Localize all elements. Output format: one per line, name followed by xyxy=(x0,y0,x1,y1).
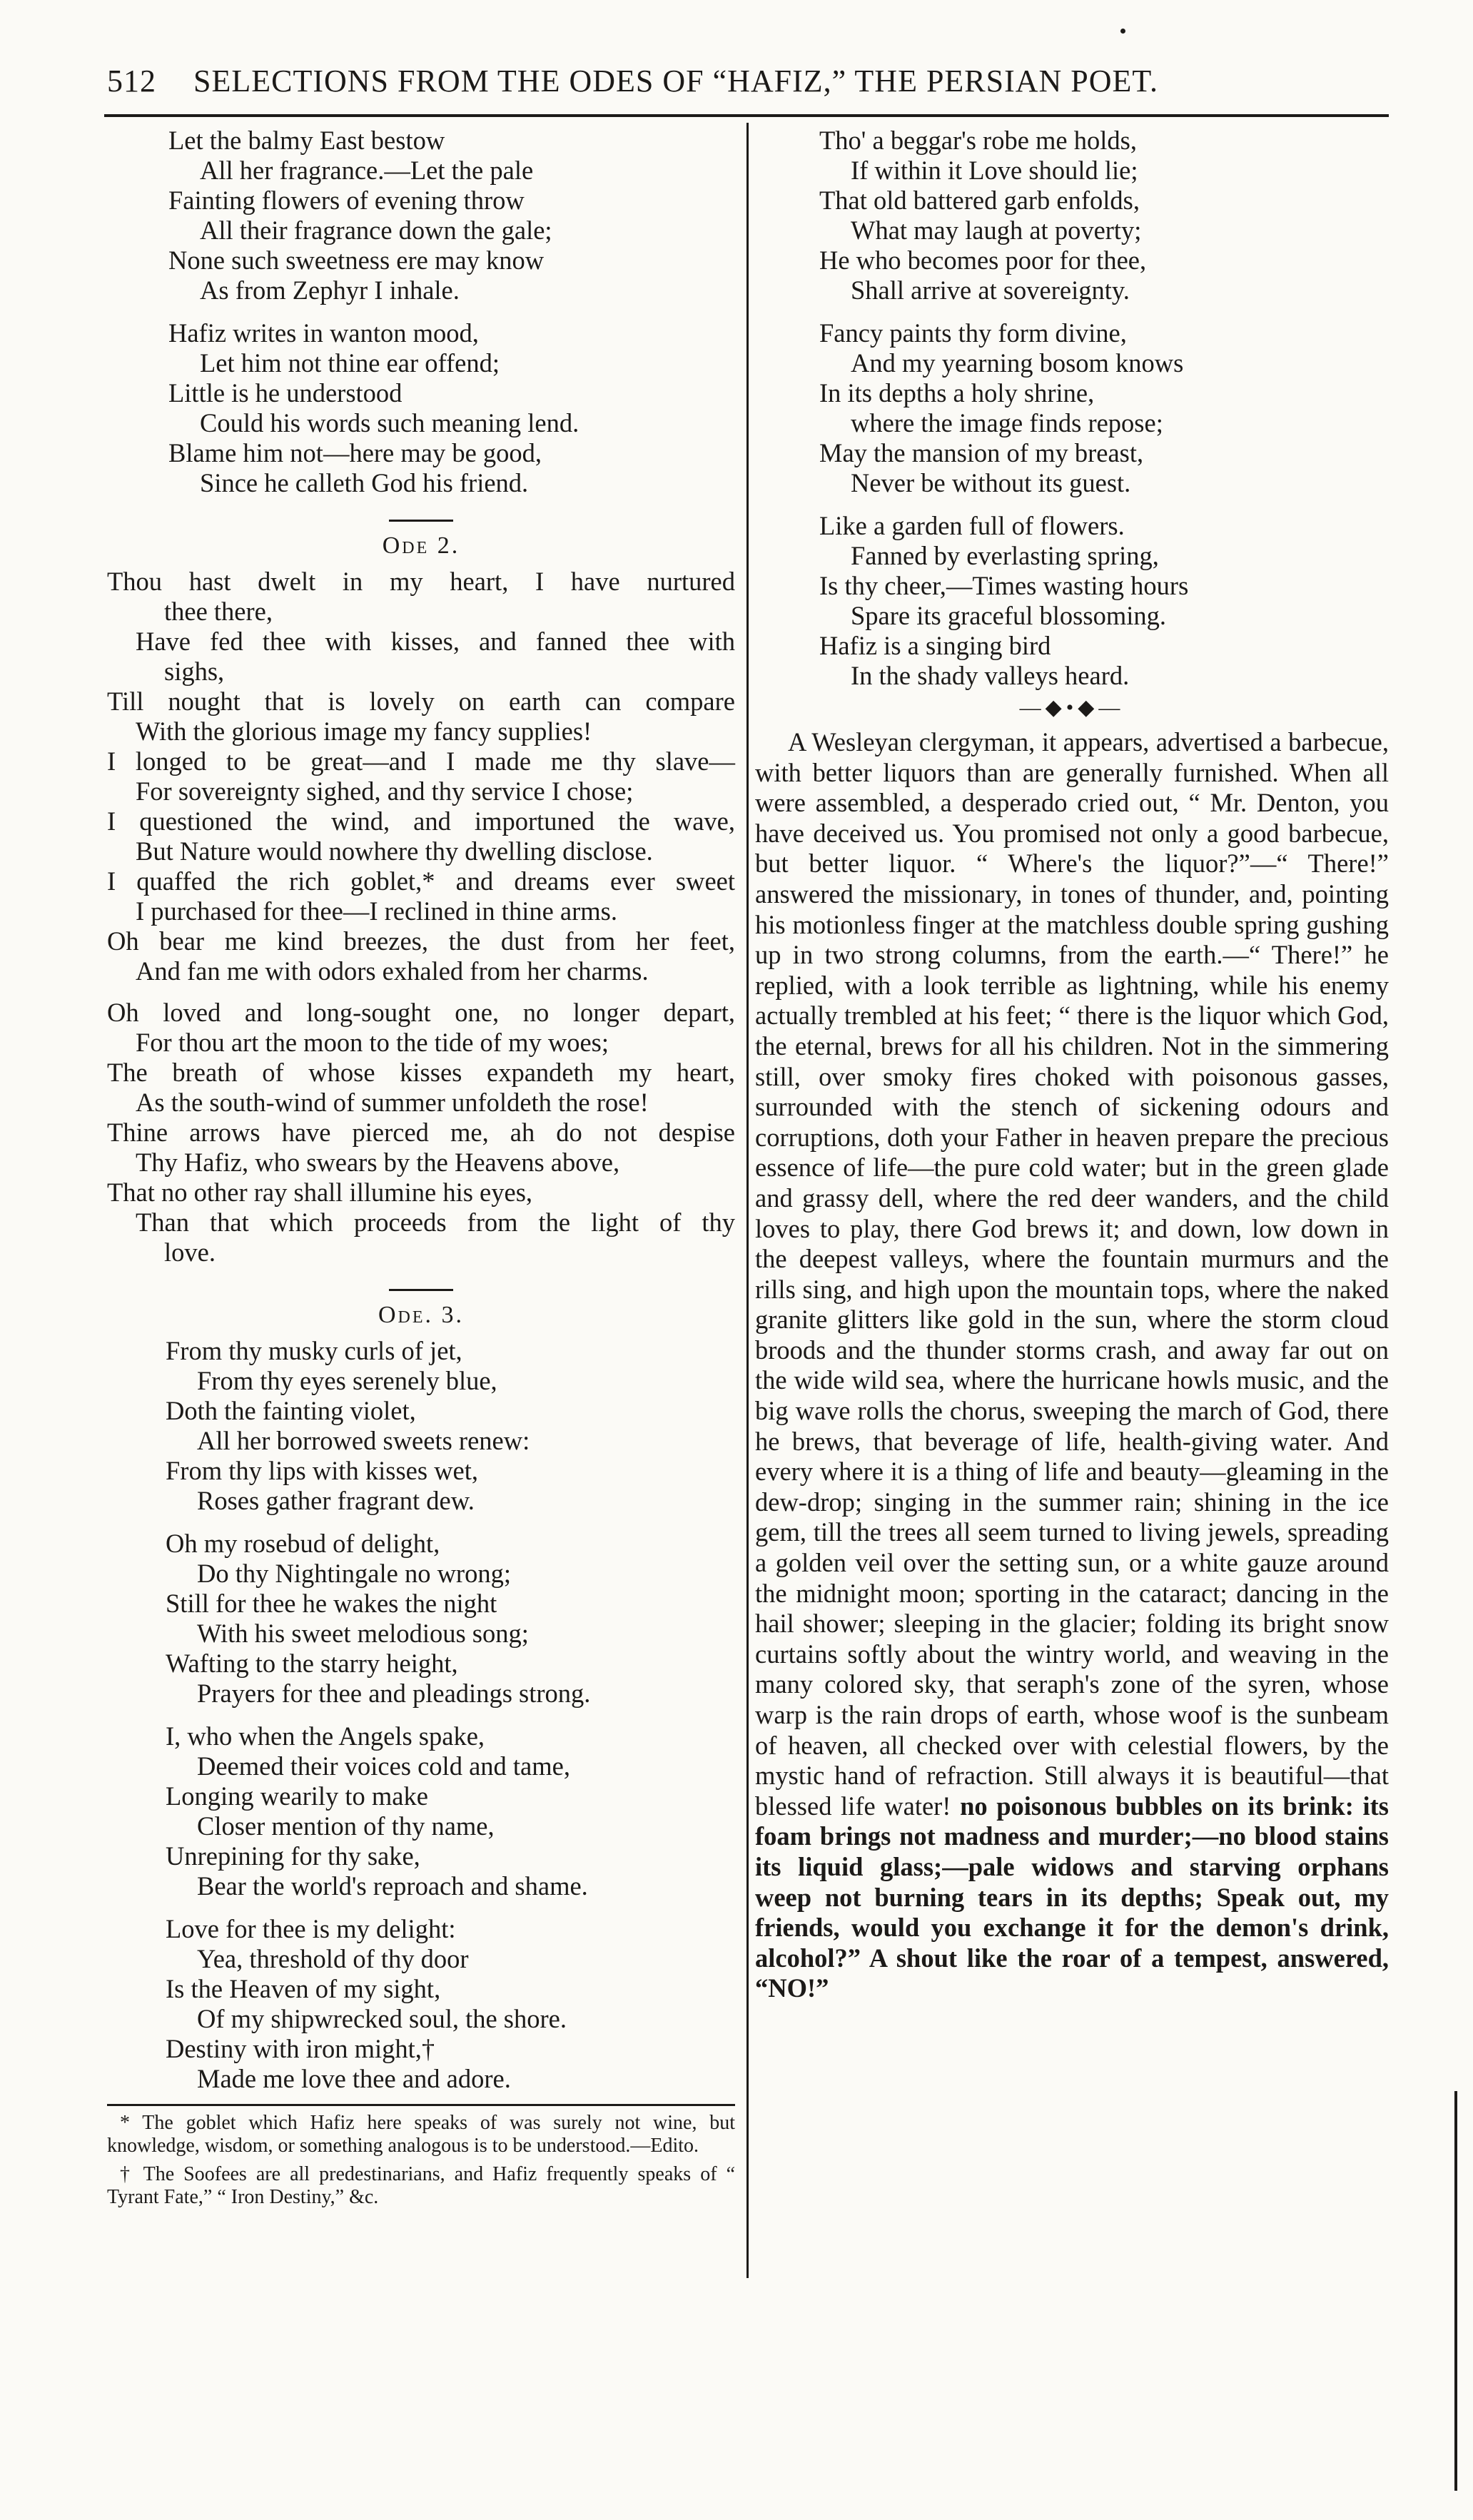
verse-line: For thou art the moon to the tide of my woes; xyxy=(136,1028,609,1057)
left-column xyxy=(107,126,735,2209)
verse-line: That old battered garb enfolds, xyxy=(819,186,1140,215)
verse-line: Blame him not—here may be good, xyxy=(168,438,542,467)
verse-line: As the south-wind of summer unfoldeth the rose! xyxy=(136,1088,649,1117)
verse-line: Oh bear me kind breezes, the dust from her feet, xyxy=(107,926,735,956)
running-head xyxy=(107,63,1385,99)
verse-line: Oh loved and long-sought one, no longer depart, xyxy=(107,998,735,1027)
verse-line: Have fed thee with kisses, and fanned thee with xyxy=(136,627,735,656)
right-column xyxy=(755,126,1389,2004)
anecdote-bold-ending: no poisonous bubbles on its brink: its foam brings not madness and murder;—no blood stains its liquid glass;—pale widows and starving orphans weep not burning tears in its depths; Speak out, my friends, would you exchange it for the demon's drink, alcohol?” A shout like the roar of a tempest, answered, “NO!” xyxy=(755,1791,1389,2003)
verse-line: love. xyxy=(164,1238,216,1267)
verse-line: Thy Hafiz, who swears by the Heavens above, xyxy=(136,1148,620,1177)
verse-line: But Nature would nowhere thy dwelling disclose. xyxy=(136,836,653,866)
verse-line: Doth the fainting violet, xyxy=(166,1396,416,1425)
column-divider xyxy=(746,123,749,2278)
verse-line: Than that which proceeds from the light of thy xyxy=(136,1208,735,1237)
ode-2-title: Ode 2. xyxy=(107,532,735,560)
footnote-rule xyxy=(107,2104,735,2106)
verse-line: Destiny with iron might,† xyxy=(166,2034,435,2063)
verse-line: Fanned by everlasting spring, xyxy=(851,541,1159,570)
verse-line: Do thy Nightingale no wrong; xyxy=(197,1559,511,1588)
ode-3 xyxy=(107,1336,735,2094)
verse-line: Is the Heaven of my sight, xyxy=(166,1974,441,2003)
verse-line: Of my shipwrecked soul, the shore. xyxy=(197,2004,567,2033)
verse-line: I questioned the wind, and importuned the wave, xyxy=(107,806,735,836)
verse-line: From thy musky curls of jet, xyxy=(166,1336,462,1365)
section-ornament: —◆•◆— xyxy=(1019,696,1125,719)
verse-line: Oh my rosebud of delight, xyxy=(166,1529,440,1558)
verse-line: Hafiz is a singing bird xyxy=(819,631,1051,660)
verse-line: thee there, xyxy=(164,597,273,626)
stanza-break xyxy=(819,498,1389,511)
verse-line: Let him not thine ear offend; xyxy=(200,348,500,378)
ode-2 xyxy=(107,567,735,1267)
verse-line: Thou hast dwelt in my heart, I have nurtured xyxy=(107,567,735,596)
verse-line: The breath of whose kisses expandeth my heart, xyxy=(107,1058,735,1087)
verse-line: Spare its graceful blossoming. xyxy=(851,601,1166,630)
ode-3-title: Ode. 3. xyxy=(107,1302,735,1329)
verse-line: All her borrowed sweets renew: xyxy=(197,1426,530,1455)
verse-line: Till nought that is lovely on earth can compare xyxy=(107,687,735,716)
verse-line: As from Zephyr I inhale. xyxy=(200,275,460,305)
verse-line: where the image finds repose; xyxy=(851,408,1163,437)
running-title: SELECTIONS FROM THE ODES OF “HAFIZ,” THE PERSIAN POET. xyxy=(193,64,1159,98)
verse-line: Shall arrive at sovereignty. xyxy=(851,275,1130,305)
verse-line: Never be without its guest. xyxy=(851,468,1131,497)
verse-line: Let the balmy East bestow xyxy=(168,126,445,155)
verse-line: Since he calleth God his friend. xyxy=(200,468,529,497)
verse-line: For sovereignty sighed, and thy service I chose; xyxy=(136,776,634,806)
wesleyan-anecdote xyxy=(755,727,1389,2004)
stanza-break xyxy=(819,305,1389,318)
page-number: 512 xyxy=(107,64,156,98)
footnote-goblet: * The goblet which Hafiz here speaks of was surely not wine, but knowledge, wisdom, or something analogous is to be understood.—Edito. xyxy=(107,2112,735,2157)
verse-line: That no other ray shall illumine his eyes, xyxy=(107,1178,533,1207)
verse-line: sighs, xyxy=(164,657,225,686)
verse-line: Longing wearily to make xyxy=(166,1781,428,1811)
verse-line: Thine arrows have pierced me, ah do not despise xyxy=(107,1118,735,1147)
verse-line: I quaffed the rich goblet,* and dreams ever sweet xyxy=(107,866,735,896)
verse-line: Closer mention of thy name, xyxy=(197,1811,495,1841)
verse-line: And my yearning bosom knows xyxy=(851,348,1184,378)
verse-line: With his sweet melodious song; xyxy=(197,1619,529,1648)
verse-line: I, who when the Angels spake, xyxy=(166,1721,485,1751)
stanza-break xyxy=(166,1709,735,1721)
stanza-break xyxy=(166,1516,735,1529)
verse-line: Hafiz writes in wanton mood, xyxy=(168,318,479,348)
verse-line: Fainting flowers of evening throw xyxy=(168,186,525,215)
stanza-break xyxy=(107,986,735,998)
verse-line: In its depths a holy shrine, xyxy=(819,378,1095,408)
print-speck xyxy=(1120,29,1125,34)
verse-line: Prayers for thee and pleadings strong. xyxy=(197,1679,591,1708)
ode-1-continued xyxy=(107,126,735,498)
verse-line: If within it Love should lie; xyxy=(851,156,1138,185)
verse-line: Yea, threshold of thy door xyxy=(197,1944,469,1973)
verse-line: Could his words such meaning lend. xyxy=(200,408,579,437)
verse-line: What may laugh at poverty; xyxy=(851,216,1142,245)
verse-line: Little is he understood xyxy=(168,378,403,408)
verse-line: Still for thee he wakes the night xyxy=(166,1589,497,1618)
footnote-soofees: † The Soofees are all predestinarians, and Hafiz frequently speaks of “ Tyrant Fate,” “ Iron Destiny,” &c. xyxy=(107,2163,735,2208)
verse-line: Tho' a beggar's robe me holds, xyxy=(819,126,1137,155)
verse-line: Roses gather fragrant dew. xyxy=(197,1486,475,1515)
verse-line: Fancy paints thy form divine, xyxy=(819,318,1127,348)
verse-line: With the glorious image my fancy supplies! xyxy=(136,717,592,746)
verse-line: And fan me with odors exhaled from her charms. xyxy=(136,956,649,986)
verse-line: Bear the world's reproach and shame. xyxy=(197,1871,588,1901)
verse-line: Deemed their voices cold and tame, xyxy=(197,1751,570,1781)
verse-line: All her fragrance.—Let the pale xyxy=(200,156,534,185)
page-edge-mark xyxy=(1454,2091,1457,2491)
verse-line: Is thy cheer,—Times wasting hours xyxy=(819,571,1189,600)
verse-line: I purchased for thee—I reclined in thine arms. xyxy=(136,896,617,926)
verse-line: From thy eyes serenely blue, xyxy=(197,1366,497,1395)
header-rule xyxy=(104,114,1389,117)
verse-line: None such sweetness ere may know xyxy=(168,246,545,275)
verse-line: From thy lips with kisses wet, xyxy=(166,1456,479,1485)
verse-line: May the mansion of my breast, xyxy=(819,438,1144,467)
verse-line: Love for thee is my delight: xyxy=(166,1914,456,1943)
verse-line: Wafting to the starry height, xyxy=(166,1649,458,1678)
ode-3-continued xyxy=(755,126,1389,691)
verse-line: He who becomes poor for thee, xyxy=(819,246,1147,275)
verse-line: All their fragrance down the gale; xyxy=(200,216,552,245)
verse-line: Like a garden full of flowers. xyxy=(819,511,1125,540)
anecdote-text: A Wesleyan clergyman, it appears, advertised a barbecue, with better liquors than are generally furnished. When all were assembled, a desperado cried out, “ Mr. Denton, you have deceived us. You promised not only a good barbecue, but better liquor. “ Where's the liquor?”—“ There!” answered the missionary, in tones of thunder, and, pointing his motionless finger at the matchless double spring gushing up in two strong columns, from the earth.—“ There!” he replied, with a look terrible as lightning, while his enemy actually trembled at his feet; “ there is the liquor which God, the eternal, brews for all his children. Not in the simmering still, over smoky fires choked with poisonous gasses, surrounded with the stench of sickening odours and corruptions, doth your Father in heaven prepare the precious essence of life—the pure cold water; but in the green glade and grassy dell, where the red deer wanders, and the child loves to play, there God brews it; and down, low down in the deepest valleys, where the fountain murmurs and the rills sing, and high upon the mountain tops, where the naked granite glitters like gold in the sun, where the storm cloud broods and the thunder storms crash, and away far out on the wide wild sea, where the hurricane howls music, and the big wave rolls the chorus, sweeping the march of God, there he brews, that beverage of life, health-giving water. And every where it is a thing of life and beauty—gleaming in the dew-drop; singing in the summer rain; shining in the ice gem, till the trees all seem turned to living jewels, spreading a golden veil over the setting sun, or a white gauze around the midnight moon; sporting in the cataract; dancing in the hail shower; sleeping in the glacier; folding its bright snow curtains softly about the wintry world, and weaving in the many colored sky, that seraph's zone of the syren, whose warp is the rain drops of earth, whose woof is the sunbeam of heaven, all checked over with celestial flowers, by the mystic hand of refraction. Still always it is beautiful—that blessed life water! xyxy=(755,727,1389,1821)
stanza-break xyxy=(168,305,735,318)
verse-line: Made me love thee and adore. xyxy=(197,2064,511,2093)
verse-line: Unrepining for thy sake, xyxy=(166,1841,420,1871)
stanza-break xyxy=(166,1901,735,1914)
verse-line: In the shady valleys heard. xyxy=(851,661,1130,690)
verse-line: I longed to be great—and I made me thy slave— xyxy=(107,747,735,776)
